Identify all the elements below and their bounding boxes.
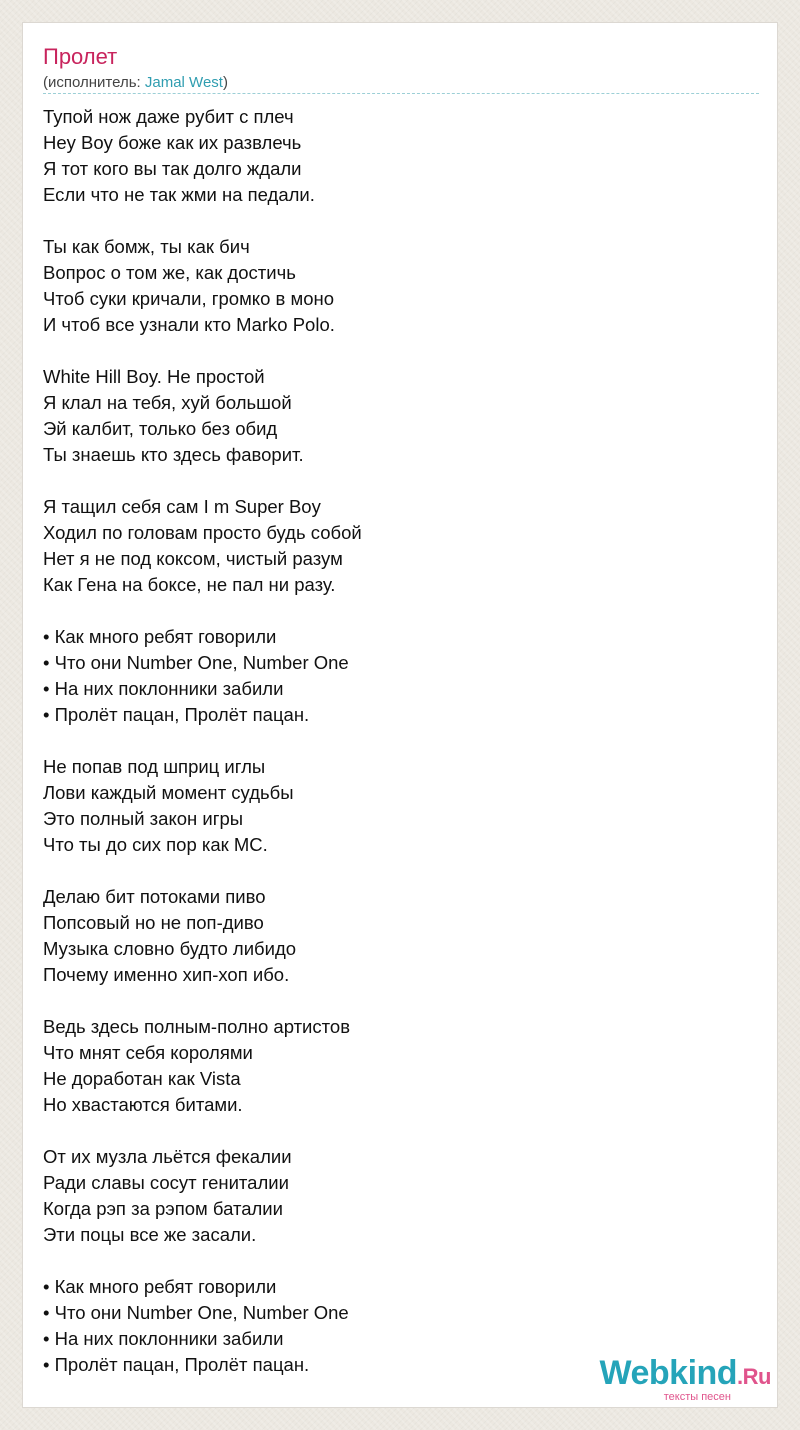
lyric-line: Лови каждый момент судьбы [43,782,294,803]
lyric-line: • Пролёт пацан, Пролёт пацан. [43,704,310,725]
lyric-line: Вопрос о том же, как достичь [43,262,296,283]
chorus-stanza [43,624,759,728]
lyric-line: Но хвастаются битами. [43,1094,243,1115]
lyric-line: Ради славы сосут гениталии [43,1172,289,1193]
lyric-line: Ты знаешь кто здесь фаворит. [43,444,304,465]
artist-line [43,74,228,92]
page-title: Пролет [43,44,118,69]
lyric-line: Ведь здесь полным-полно артистов [43,1016,351,1037]
lyric-line: Hey Boy боже как их развлечь [43,132,302,153]
artist-link[interactable]: Jamal West [144,74,223,91]
lyric-line: Я тот кого вы так долго ждали [43,158,302,179]
lyric-line: • На них поклонники забили [43,678,284,699]
lyric-line: • Что они Number One, Number One [43,652,349,673]
lyric-line: Это полный закон игры [43,808,244,829]
lyric-line: • Как много ребят говорили [43,626,277,647]
lyric-line: Ты как бомж, ты как бич [43,236,250,257]
lyric-line: Эй калбит, только без обид [43,418,278,439]
lyric-line: Эти поцы все же засали. [43,1224,257,1245]
lyric-line: Я клал на тебя, хуй большой [43,392,292,413]
lyric-line: Как Гена на боксе, не пал ни разу. [43,574,336,595]
lyric-line: Тупой нож даже рубит с плеч [43,106,294,127]
artist-prefix: (исполнитель: [43,74,145,91]
lyric-line: Что мнят себя королями [43,1042,253,1063]
stanza [43,364,759,468]
lyric-line: Почему именно хип-хоп ибо. [43,964,290,985]
lyric-line: Ходил по головам просто будь собой [43,522,362,543]
lyric-line: Я тащил себя сам I m Super Boy [43,496,321,517]
lyric-line: • Пролёт пацан, Пролёт пацан. [43,1354,310,1375]
lyric-line: • Что они Number One, Number One [43,1302,349,1323]
lyric-line: • На них поклонники забили [43,1328,284,1349]
webkind-logo[interactable] [600,1356,772,1403]
artist-suffix: ) [222,74,228,91]
lyric-line: Попсовый но не поп-диво [43,912,264,933]
lyric-line: Не доработан как Vista [43,1068,241,1089]
logo-tagline: тексты песен [663,1391,731,1403]
lyric-line: Музыка словно будто либидо [43,938,297,959]
lyrics-card [22,22,778,1408]
lyric-line: Что ты до сих пор как MC. [43,834,268,855]
lyric-line: • Как много ребят говорили [43,1276,277,1297]
logo-wordmark [600,1356,772,1394]
lyric-line: White Hill Boy. Не простой [43,366,265,387]
lyrics-body [43,104,759,1404]
title-divider [43,93,759,94]
lyric-line: Если что не так жми на педали. [43,184,315,205]
stanza [43,1144,759,1248]
logo-main-text: Webkind [599,1354,738,1392]
stanza [43,234,759,338]
lyric-line: Чтоб суки кричали, громко в моно [43,288,334,309]
lyric-line: Не попав под шприц иглы [43,756,266,777]
lyric-line: От их музла льётся фекалии [43,1146,292,1167]
stanza [43,754,759,858]
lyric-line: Нет я не под коксом, чистый разум [43,548,343,569]
lyric-line: И чтоб все узнали кто Marko Polo. [43,314,335,335]
stanza [43,494,759,598]
stanza [43,104,759,208]
lyric-line: Делаю бит потоками пиво [43,886,266,907]
logo-ru-text: .Ru [737,1364,771,1389]
stanza [43,884,759,988]
lyric-line: Когда рэп за рэпом баталии [43,1198,283,1219]
stanza [43,1014,759,1118]
